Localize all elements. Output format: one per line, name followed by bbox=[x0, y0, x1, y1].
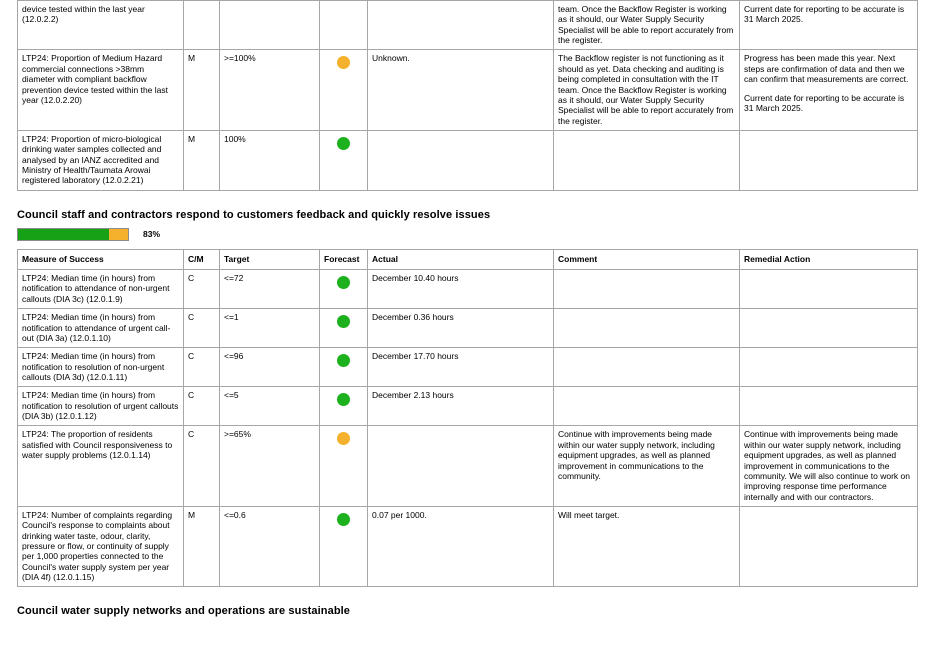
cell-cm: C bbox=[184, 387, 220, 426]
progress-percent-label: 83% bbox=[143, 229, 161, 240]
cell-cm: M bbox=[184, 506, 220, 587]
table-row bbox=[18, 348, 918, 387]
progress-fill-amber bbox=[109, 229, 128, 240]
progress-fill-green bbox=[18, 229, 109, 240]
table-header-row bbox=[18, 249, 918, 269]
progress-indicator bbox=[17, 228, 917, 241]
table-row bbox=[18, 1, 918, 50]
cell-actual: Unknown. bbox=[368, 50, 554, 131]
status-amber-icon bbox=[337, 432, 350, 445]
table-row bbox=[18, 426, 918, 507]
status-green-icon bbox=[337, 315, 350, 328]
cell-remedial bbox=[740, 50, 918, 131]
backflow-measures-table bbox=[17, 0, 918, 191]
col-header-forecast: Forecast bbox=[320, 249, 368, 269]
cell-cm: C bbox=[184, 426, 220, 507]
cell-forecast bbox=[320, 1, 368, 50]
col-header-comment: Comment bbox=[554, 249, 740, 269]
cell-comment bbox=[554, 309, 740, 348]
cell-actual: December 2.13 hours bbox=[368, 387, 554, 426]
cell-target bbox=[220, 1, 320, 50]
col-header-actual: Actual bbox=[368, 249, 554, 269]
cell-target: <=96 bbox=[220, 348, 320, 387]
cell-comment: The Backflow register is not functioning as it should as yet. Data checking and auditing is being completed in consultation with the IT team. Once the Backflow Register is working as it should, our Water Supply Security Specialist will be able to report accurately from the register. bbox=[554, 50, 740, 131]
cell-cm bbox=[184, 1, 220, 50]
cell-forecast bbox=[320, 270, 368, 309]
cell-forecast bbox=[320, 506, 368, 587]
cell-target: >=100% bbox=[220, 50, 320, 131]
cell-measure: LTP24: Proportion of micro-biological drinking water samples collected and analysed by an IANZ accredited and Ministry of Health/Taumata Arowai registered laboratory (12.0.2.21) bbox=[18, 130, 184, 190]
cell-cm: C bbox=[184, 309, 220, 348]
cell-measure: device tested within the last year (12.0.2.2) bbox=[18, 1, 184, 50]
cell-measure: LTP24: Median time (in hours) from notification to attendance of non-urgent callouts (DIA 3c) (12.0.1.9) bbox=[18, 270, 184, 309]
cell-actual: December 0.36 hours bbox=[368, 309, 554, 348]
col-header-remedial: Remedial Action bbox=[740, 249, 918, 269]
cell-target: >=65% bbox=[220, 426, 320, 507]
table-row bbox=[18, 50, 918, 131]
section-heading-sustainable-networks: Council water supply networks and operations are sustainable bbox=[17, 605, 351, 618]
cell-target: <=1 bbox=[220, 309, 320, 348]
cell-measure: LTP24: The proportion of residents satisfied with Council responsiveness to water supply problems (12.0.1.14) bbox=[18, 426, 184, 507]
status-green-icon bbox=[337, 513, 350, 526]
cell-forecast bbox=[320, 387, 368, 426]
cell-measure: LTP24: Median time (in hours) from notification to resolution of urgent callouts (DIA 3b) (12.0.1.12) bbox=[18, 387, 184, 426]
cell-remedial bbox=[740, 309, 918, 348]
remedial-text-2: Current date for reporting to be accurate is 31 March 2025. bbox=[744, 92, 905, 113]
cell-remedial bbox=[740, 348, 918, 387]
customer-response-measures-table bbox=[17, 249, 918, 588]
cell-forecast bbox=[320, 348, 368, 387]
cell-target: <=72 bbox=[220, 270, 320, 309]
cell-actual: December 17.70 hours bbox=[368, 348, 554, 387]
status-green-icon bbox=[337, 276, 350, 289]
col-header-target: Target bbox=[220, 249, 320, 269]
cell-remedial bbox=[740, 270, 918, 309]
col-header-cm: C/M bbox=[184, 249, 220, 269]
cell-actual bbox=[368, 130, 554, 190]
cell-actual: December 10.40 hours bbox=[368, 270, 554, 309]
cell-forecast bbox=[320, 50, 368, 131]
cell-measure: LTP24: Median time (in hours) from notification to attendance of urgent call-out (DIA 3a) (12.0.1.10) bbox=[18, 309, 184, 348]
cell-measure: LTP24: Proportion of Medium Hazard commercial connections >38mm diameter with compliant backflow prevention device tested within the last year (12.0.2.20) bbox=[18, 50, 184, 131]
cell-cm: M bbox=[184, 50, 220, 131]
status-green-icon bbox=[337, 354, 350, 367]
cell-measure: LTP24: Median time (in hours) from notification to resolution of non-urgent callouts (DIA 3d) (12.0.1.11) bbox=[18, 348, 184, 387]
cell-target: <=0.6 bbox=[220, 506, 320, 587]
cell-comment: Continue with improvements being made within our water supply network, including equipment upgrades, as well as planned improvement in communications to the community. bbox=[554, 426, 740, 507]
cell-forecast bbox=[320, 426, 368, 507]
col-header-measure: Measure of Success bbox=[18, 249, 184, 269]
cell-target: <=5 bbox=[220, 387, 320, 426]
cell-forecast bbox=[320, 130, 368, 190]
cell-measure: LTP24: Number of complaints regarding Council's response to complaints about drinking water taste, odour, clarity, pressure or flow, or continuity of supply per 1,000 properties connected to the Council's water supply system per year (DIA 4f) (12.0.1.15) bbox=[18, 506, 184, 587]
cell-cm: M bbox=[184, 130, 220, 190]
cell-comment: Will meet target. bbox=[554, 506, 740, 587]
table-row bbox=[18, 506, 918, 587]
cell-forecast bbox=[320, 309, 368, 348]
cell-actual: 0.07 per 1000. bbox=[368, 506, 554, 587]
cell-comment bbox=[554, 270, 740, 309]
cell-comment bbox=[554, 130, 740, 190]
status-green-icon bbox=[337, 137, 350, 150]
status-green-icon bbox=[337, 393, 350, 406]
remedial-gap bbox=[744, 85, 913, 93]
cell-remedial: Continue with improvements being made within our water supply network, including equipment upgrades, as well as planned improvement in communications to the community. We will also continue to work on improving response time performance internally and with our contractors. bbox=[740, 426, 918, 507]
cell-cm: C bbox=[184, 348, 220, 387]
cell-remedial bbox=[740, 130, 918, 190]
cell-actual bbox=[368, 1, 554, 50]
cell-comment bbox=[554, 387, 740, 426]
cell-comment: team. Once the Backflow Register is working as it should, our Water Supply Security Specialist will be able to report accurately from the register. bbox=[554, 1, 740, 50]
cell-comment bbox=[554, 348, 740, 387]
table-row bbox=[18, 270, 918, 309]
cell-target: 100% bbox=[220, 130, 320, 190]
section-heading-customer-response: Council staff and contractors respond to customers feedback and quickly resolve issues bbox=[17, 208, 491, 221]
cell-remedial: Current date for reporting to be accurate is 31 March 2025. bbox=[740, 1, 918, 50]
table-row bbox=[18, 387, 918, 426]
cell-cm: C bbox=[184, 270, 220, 309]
table-row bbox=[18, 309, 918, 348]
cell-actual bbox=[368, 426, 554, 507]
table-row bbox=[18, 130, 918, 190]
status-amber-icon bbox=[337, 56, 350, 69]
progress-bar bbox=[17, 228, 129, 241]
remedial-text-1: Progress has been made this year. Next steps are confirmation of data and then we can confirm that measurements are correct. bbox=[744, 53, 909, 85]
cell-remedial bbox=[740, 506, 918, 587]
cell-remedial bbox=[740, 387, 918, 426]
